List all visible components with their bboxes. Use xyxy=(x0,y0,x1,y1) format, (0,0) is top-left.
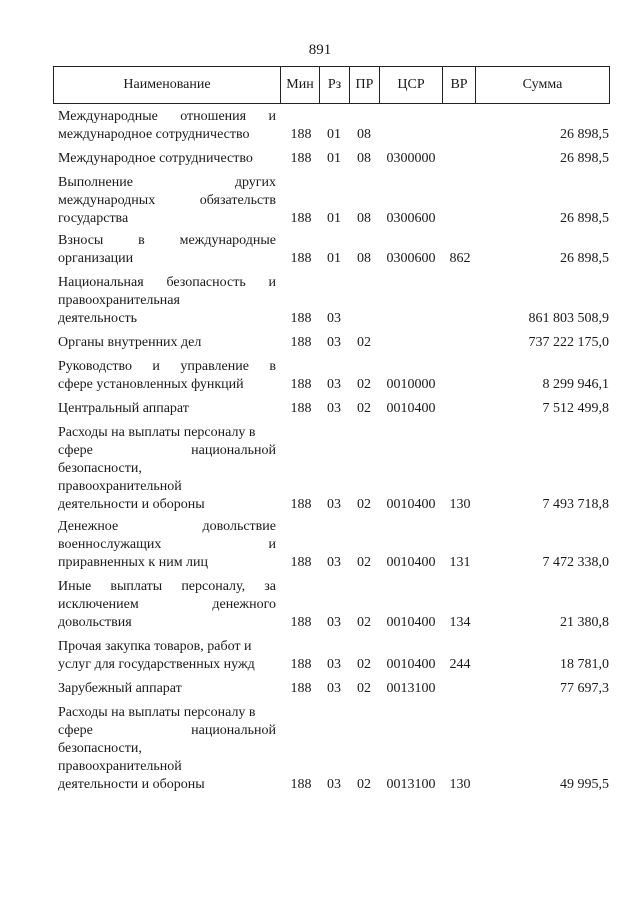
row-min: 188 xyxy=(290,377,312,392)
row-min: 188 xyxy=(290,211,312,226)
row-rz: 01 xyxy=(327,151,341,166)
row-min: 188 xyxy=(290,657,312,672)
row-name-line: Центральный аппарат xyxy=(58,401,189,416)
row-name xyxy=(58,400,276,418)
row-vr: 862 xyxy=(449,251,471,266)
row-csr: 0010400 xyxy=(386,615,436,630)
table-row xyxy=(53,150,610,168)
row-pr: 02 xyxy=(357,681,371,696)
header-vr: ВР xyxy=(442,67,475,103)
row-name-line: международных обязательств xyxy=(58,193,276,208)
table-row xyxy=(53,638,610,674)
table-row xyxy=(53,232,610,268)
row-pr: 02 xyxy=(357,555,371,570)
row-min: 188 xyxy=(290,335,312,350)
row-pr: 02 xyxy=(357,401,371,416)
row-name-line: правоохранительной xyxy=(58,759,182,774)
header-pr: ПР xyxy=(349,67,379,103)
row-name xyxy=(58,232,276,268)
row-min: 188 xyxy=(290,555,312,570)
table-row xyxy=(53,358,610,394)
row-pr: 08 xyxy=(357,151,371,166)
row-name-line: сфере национальной xyxy=(58,723,276,738)
row-sum: 77 697,3 xyxy=(560,681,609,696)
row-pr: 02 xyxy=(357,377,371,392)
row-name-line: международное сотрудничество xyxy=(58,127,250,142)
row-pr: 08 xyxy=(357,127,371,142)
row-name-line: деятельность xyxy=(58,311,138,326)
row-name-line: деятельности и обороны xyxy=(58,497,205,512)
row-pr: 02 xyxy=(357,615,371,630)
row-sum: 26 898,5 xyxy=(560,251,609,266)
row-pr: 02 xyxy=(357,497,371,512)
row-min: 188 xyxy=(290,401,312,416)
row-name xyxy=(58,638,276,674)
row-sum: 8 299 946,1 xyxy=(542,377,609,392)
row-name xyxy=(58,108,276,144)
row-sum: 7 472 338,0 xyxy=(542,555,609,570)
row-sum: 49 995,5 xyxy=(560,777,609,792)
row-rz: 03 xyxy=(327,657,341,672)
row-name xyxy=(58,704,276,794)
row-rz: 03 xyxy=(327,401,341,416)
row-name-line: Международные отношения и xyxy=(58,109,276,124)
row-name-line: Денежное довольствие xyxy=(58,519,276,534)
row-sum: 26 898,5 xyxy=(560,151,609,166)
row-vr: 134 xyxy=(449,615,471,630)
header-sum: Сумма xyxy=(475,67,609,103)
row-sum: 861 803 508,9 xyxy=(528,311,609,326)
row-name-line: правоохранительной xyxy=(58,479,182,494)
row-vr: 131 xyxy=(449,555,471,570)
row-name-line: Взносы в международные xyxy=(58,233,276,248)
row-name-line: организации xyxy=(58,251,134,266)
row-pr: 02 xyxy=(357,777,371,792)
row-csr: 0300600 xyxy=(386,251,436,266)
row-name-line: Расходы на выплаты персоналу в xyxy=(58,705,256,720)
row-sum: 18 781,0 xyxy=(560,657,609,672)
row-name-line: Иные выплаты персоналу, за xyxy=(58,579,276,594)
row-rz: 03 xyxy=(327,681,341,696)
row-name xyxy=(58,578,276,632)
row-min: 188 xyxy=(290,777,312,792)
row-rz: 03 xyxy=(327,497,341,512)
row-pr: 08 xyxy=(357,251,371,266)
row-name-line: деятельности и обороны xyxy=(58,777,205,792)
row-name-line: Зарубежный аппарат xyxy=(58,681,182,696)
row-rz: 01 xyxy=(327,127,341,142)
row-name-line: сфере национальной xyxy=(58,443,276,458)
table-row xyxy=(53,518,610,572)
row-name-line: Выполнение других xyxy=(58,175,276,190)
row-name-line: военнослужащих и xyxy=(58,537,276,552)
table-row xyxy=(53,274,610,328)
row-name-line: Расходы на выплаты персоналу в xyxy=(58,425,256,440)
row-vr: 130 xyxy=(449,497,471,512)
header-rz: Рз xyxy=(319,67,349,103)
row-min: 188 xyxy=(290,681,312,696)
row-name-line: Прочая закупка товаров, работ и xyxy=(58,639,252,654)
row-name xyxy=(58,174,276,228)
row-rz: 01 xyxy=(327,251,341,266)
row-name-line: довольствия xyxy=(58,615,132,630)
row-name-line: государства xyxy=(58,211,129,226)
table-header xyxy=(53,66,610,104)
row-pr: 02 xyxy=(357,335,371,350)
row-name-line: приравненных к ним лиц xyxy=(58,555,209,570)
row-rz: 03 xyxy=(327,377,341,392)
row-min: 188 xyxy=(290,251,312,266)
row-name-line: Национальная безопасность и xyxy=(58,275,276,290)
row-name-line: сфере установленных функций xyxy=(58,377,244,392)
header-min: Мин xyxy=(280,67,319,103)
row-name-line: безопасности, xyxy=(58,741,142,756)
row-rz: 03 xyxy=(327,335,341,350)
budget-table xyxy=(53,66,610,792)
row-name xyxy=(58,274,276,328)
row-csr: 0300000 xyxy=(386,151,436,166)
row-name xyxy=(58,680,276,698)
row-name-line: Органы внутренних дел xyxy=(58,335,202,350)
table-row xyxy=(53,424,610,514)
row-rz: 01 xyxy=(327,211,341,226)
row-name-line: правоохранительная xyxy=(58,293,180,308)
row-sum: 26 898,5 xyxy=(560,127,609,142)
row-name xyxy=(58,150,276,168)
row-name-line: услуг для государственных нужд xyxy=(58,657,255,672)
row-name-line: исключением денежного xyxy=(58,597,276,612)
row-name xyxy=(58,358,276,394)
row-csr: 0010400 xyxy=(386,555,436,570)
row-name-line: Международное сотрудничество xyxy=(58,151,253,166)
row-min: 188 xyxy=(290,497,312,512)
row-rz: 03 xyxy=(327,615,341,630)
table-row xyxy=(53,400,610,418)
row-csr: 0010400 xyxy=(386,401,436,416)
row-name xyxy=(58,518,276,572)
row-csr: 0013100 xyxy=(386,681,436,696)
row-name xyxy=(58,334,276,352)
row-csr: 0010000 xyxy=(386,377,436,392)
row-sum: 7 512 499,8 xyxy=(542,401,609,416)
row-rz: 03 xyxy=(327,777,341,792)
row-pr: 02 xyxy=(357,657,371,672)
header-name: Наименование xyxy=(123,77,211,92)
row-name-line: Руководство и управление в xyxy=(58,359,276,374)
row-sum: 21 380,8 xyxy=(560,615,609,630)
row-csr: 0300600 xyxy=(386,211,436,226)
row-rz: 03 xyxy=(327,555,341,570)
table-row xyxy=(53,108,610,144)
row-vr: 130 xyxy=(449,777,471,792)
row-sum: 7 493 718,8 xyxy=(542,497,609,512)
row-min: 188 xyxy=(290,615,312,630)
row-rz: 03 xyxy=(327,311,341,326)
row-name-line: безопасности, xyxy=(58,461,142,476)
row-csr: 0013100 xyxy=(386,777,436,792)
row-csr: 0010400 xyxy=(386,657,436,672)
row-csr: 0010400 xyxy=(386,497,436,512)
row-min: 188 xyxy=(290,311,312,326)
row-name xyxy=(58,424,276,514)
row-pr: 08 xyxy=(357,211,371,226)
row-sum: 737 222 175,0 xyxy=(528,335,609,350)
page-number: 891 xyxy=(308,42,332,58)
table-row xyxy=(53,680,610,698)
row-sum: 26 898,5 xyxy=(560,211,609,226)
table-row xyxy=(53,174,610,228)
row-min: 188 xyxy=(290,151,312,166)
header-csr: ЦСР xyxy=(379,67,442,103)
table-row xyxy=(53,578,610,632)
row-vr: 244 xyxy=(449,657,471,672)
table-row xyxy=(53,704,610,794)
row-min: 188 xyxy=(290,127,312,142)
table-row xyxy=(53,334,610,352)
